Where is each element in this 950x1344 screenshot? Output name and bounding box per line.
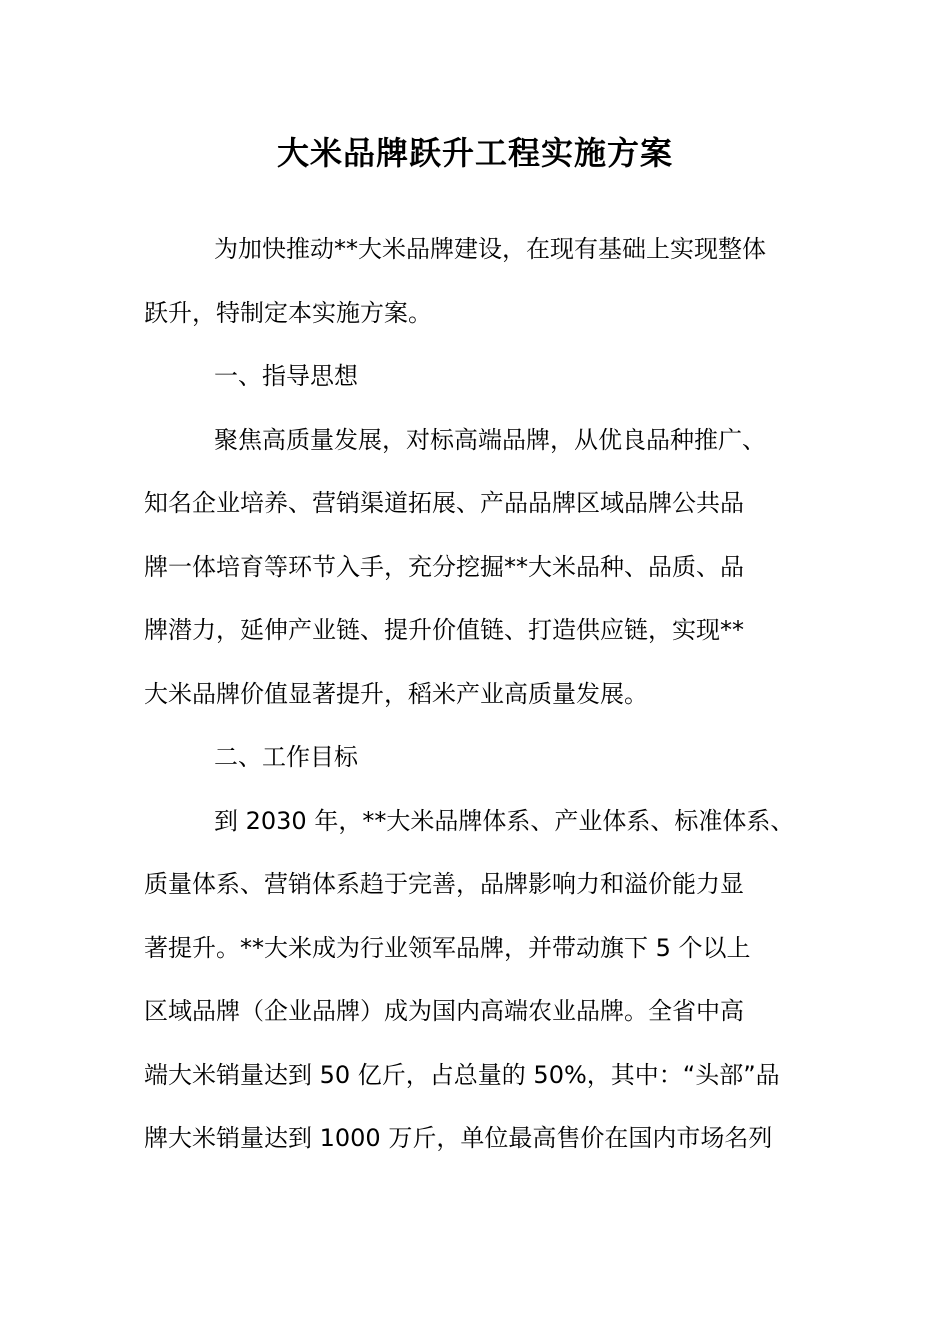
paragraph-line: 知名企业培养、营销渠道拓展、产品品牌区域品牌公共品 bbox=[144, 489, 744, 517]
document-title: 大米品牌跃升工程实施方案 bbox=[276, 134, 673, 172]
paragraph-line: 区域品牌（企业品牌）成为国内高端农业品牌。全省中高 bbox=[144, 997, 744, 1025]
paragraph-line: 端大米销量达到 50 亿斤，占总量的 50%，其中：“头部”品 bbox=[144, 1060, 780, 1089]
paragraph-line: 为加快推动**大米品牌建设，在现有基础上实现整体 bbox=[214, 235, 766, 263]
paragraph-line: 著提升。**大米成为行业领军品牌，并带动旗下 5 个以上 bbox=[144, 933, 751, 962]
section-heading: 二、工作目标 bbox=[214, 743, 358, 771]
section-heading: 一、指导思想 bbox=[214, 362, 358, 390]
paragraph-line: 牌潜力，延伸产业链、提升价值链、打造供应链，实现** bbox=[144, 616, 744, 644]
paragraph-line: 牌一体培育等环节入手，充分挖掘**大米品种、品质、品 bbox=[144, 552, 744, 581]
paragraph-line: 跃升，特制定本实施方案。 bbox=[144, 298, 432, 327]
paragraph-line: 大米品牌价值显著提升，稻米产业高质量发展。 bbox=[144, 679, 648, 708]
paragraph-line: 聚焦高质量发展，对标高端品牌，从优良品种推广、 bbox=[214, 425, 766, 454]
document-body bbox=[144, 218, 820, 1171]
paragraph-line: 质量体系、营销体系趋于完善，品牌影响力和溢价能力显 bbox=[144, 870, 744, 898]
paragraph-line: 到 2030 年，**大米品牌体系、产业体系、标准体系、 bbox=[214, 806, 795, 835]
paragraph-line: 牌大米销量达到 1000 万斤，单位最高售价在国内市场名列 bbox=[144, 1124, 773, 1152]
